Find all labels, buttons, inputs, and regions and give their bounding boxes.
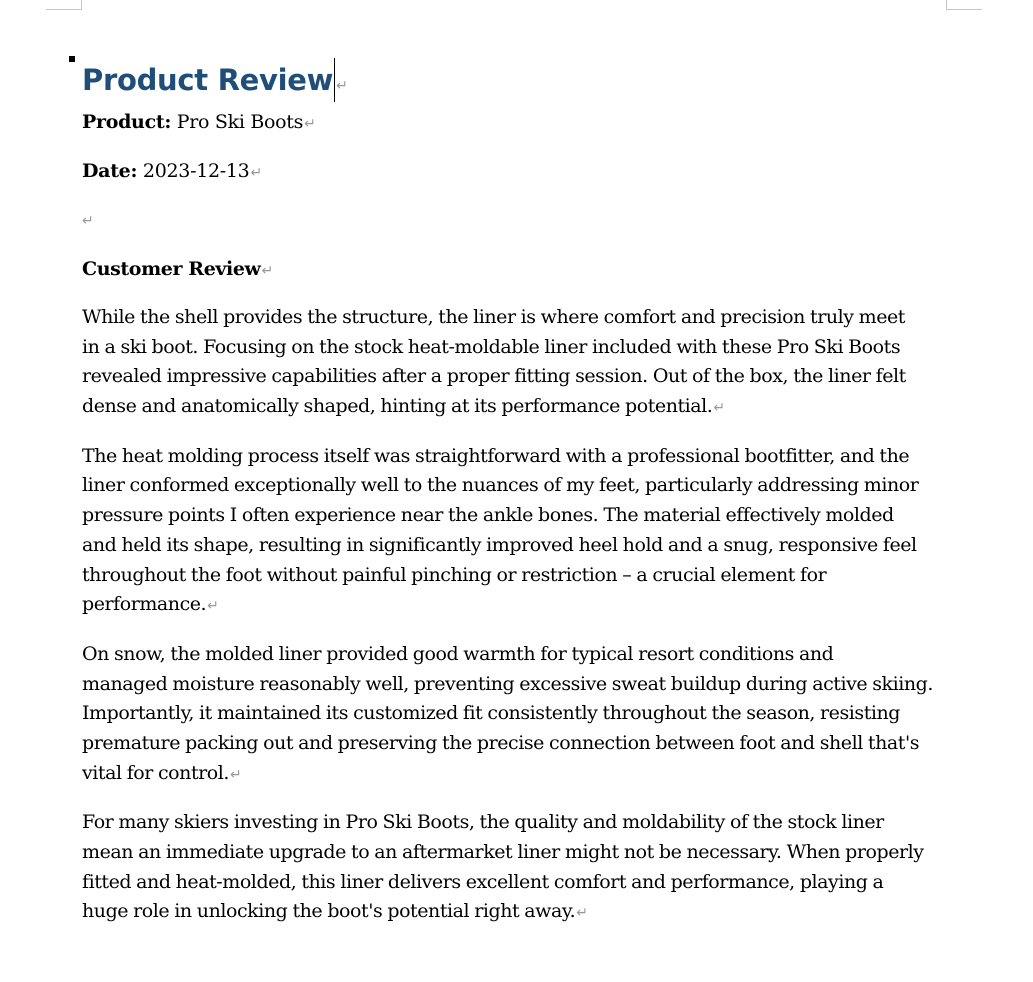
review-paragraph-3[interactable]: [82, 640, 962, 788]
title-text: Product Review: [82, 63, 334, 97]
paragraph-line: in a ski boot. Focusing on the stock heat-moldable liner included with these Pro Ski Boots: [82, 335, 901, 358]
paragraph-mark-icon: ↵: [336, 78, 348, 94]
paragraph-line: liner conformed exceptionally well to the nuances of my feet, particularly addressing minor: [82, 474, 919, 497]
paragraph-line: The heat molding process itself was straightforward with a professional bootfitter, and the: [82, 444, 910, 467]
paragraph-line: premature packing out and preserving the precise connection between foot and shell that's: [82, 731, 920, 754]
paragraph-line: throughout the foot without painful pinching or restriction – a crucial element for: [82, 563, 827, 586]
text-cursor: [334, 58, 335, 102]
product-line[interactable]: [82, 108, 962, 136]
date-line[interactable]: [82, 157, 962, 185]
section-heading[interactable]: [82, 255, 962, 283]
paragraph-line: On snow, the molded liner provided good warmth for typical resort conditions and: [82, 642, 834, 665]
paragraph-line-text: performance.: [82, 593, 207, 616]
paragraph-line: revealed impressive capabilities after a proper fitting session. Out of the box, the liner felt: [82, 365, 906, 388]
paragraph-line-last: [82, 392, 962, 422]
paragraph-mark-icon: ↵: [207, 598, 219, 615]
paragraph-line-last: [82, 759, 962, 789]
paragraph-anchor-icon: [69, 56, 75, 62]
paragraph-line: For many skiers investing in Pro Ski Boots, the quality and moldability of the stock liner: [82, 811, 884, 834]
paragraph-mark-icon: ↵: [82, 213, 94, 229]
review-paragraph-1[interactable]: [82, 303, 962, 422]
document-body[interactable]: [82, 58, 962, 927]
paragraph-mark-icon: ↵: [261, 263, 273, 279]
paragraph-line: and held its shape, resulting in significantly improved heel hold and a snug, responsive feel: [82, 533, 917, 556]
paragraph-mark-icon: ↵: [713, 400, 725, 417]
paragraph-line-text: huge role in unlocking the boot's potential right away.: [82, 900, 576, 923]
paragraph-line: fitted and heat-molded, this liner delivers excellent comfort and performance, playing a: [82, 870, 884, 893]
date-label: Date:: [82, 160, 138, 182]
review-paragraph-4[interactable]: [82, 808, 962, 927]
review-paragraph-2[interactable]: [82, 442, 962, 620]
paragraph-mark-icon: ↵: [229, 766, 242, 783]
paragraph-line-text: vital for control.: [82, 761, 229, 784]
paragraph-line-last: [82, 897, 962, 927]
crop-mark-top-left: [46, 0, 82, 10]
paragraph-line-last: [82, 590, 962, 620]
date-value: 2023-12-13: [142, 160, 250, 182]
paragraph-line: pressure points I often experience near the ankle bones. The material effectively molded: [82, 504, 894, 527]
crop-mark-top-right: [946, 0, 982, 10]
paragraph-line: mean an immediate upgrade to an aftermarket liner might not be necessary. When properly: [82, 841, 924, 863]
paragraph-mark-icon: ↵: [304, 116, 316, 132]
empty-paragraph[interactable]: [82, 206, 962, 234]
section-heading-text: Customer Review: [82, 258, 261, 280]
paragraph-line: While the shell provides the structure, the liner is where comfort and precision truly meet: [82, 306, 905, 328]
paragraph-line: managed moisture reasonably well, preventing excessive sweat buildup during active skiing.: [82, 672, 933, 695]
paragraph-mark-icon: ↵: [576, 905, 588, 922]
paragraph-line-text: dense and anatomically shaped, hinting at its performance potential.: [82, 395, 713, 418]
product-value: Pro Ski Boots: [176, 111, 304, 133]
paragraph-mark-icon: ↵: [250, 165, 262, 181]
document-title[interactable]: [82, 58, 962, 102]
product-label: Product:: [82, 111, 172, 133]
paragraph-line: Importantly, it maintained its customized fit consistently throughout the season, resisting: [82, 702, 901, 725]
